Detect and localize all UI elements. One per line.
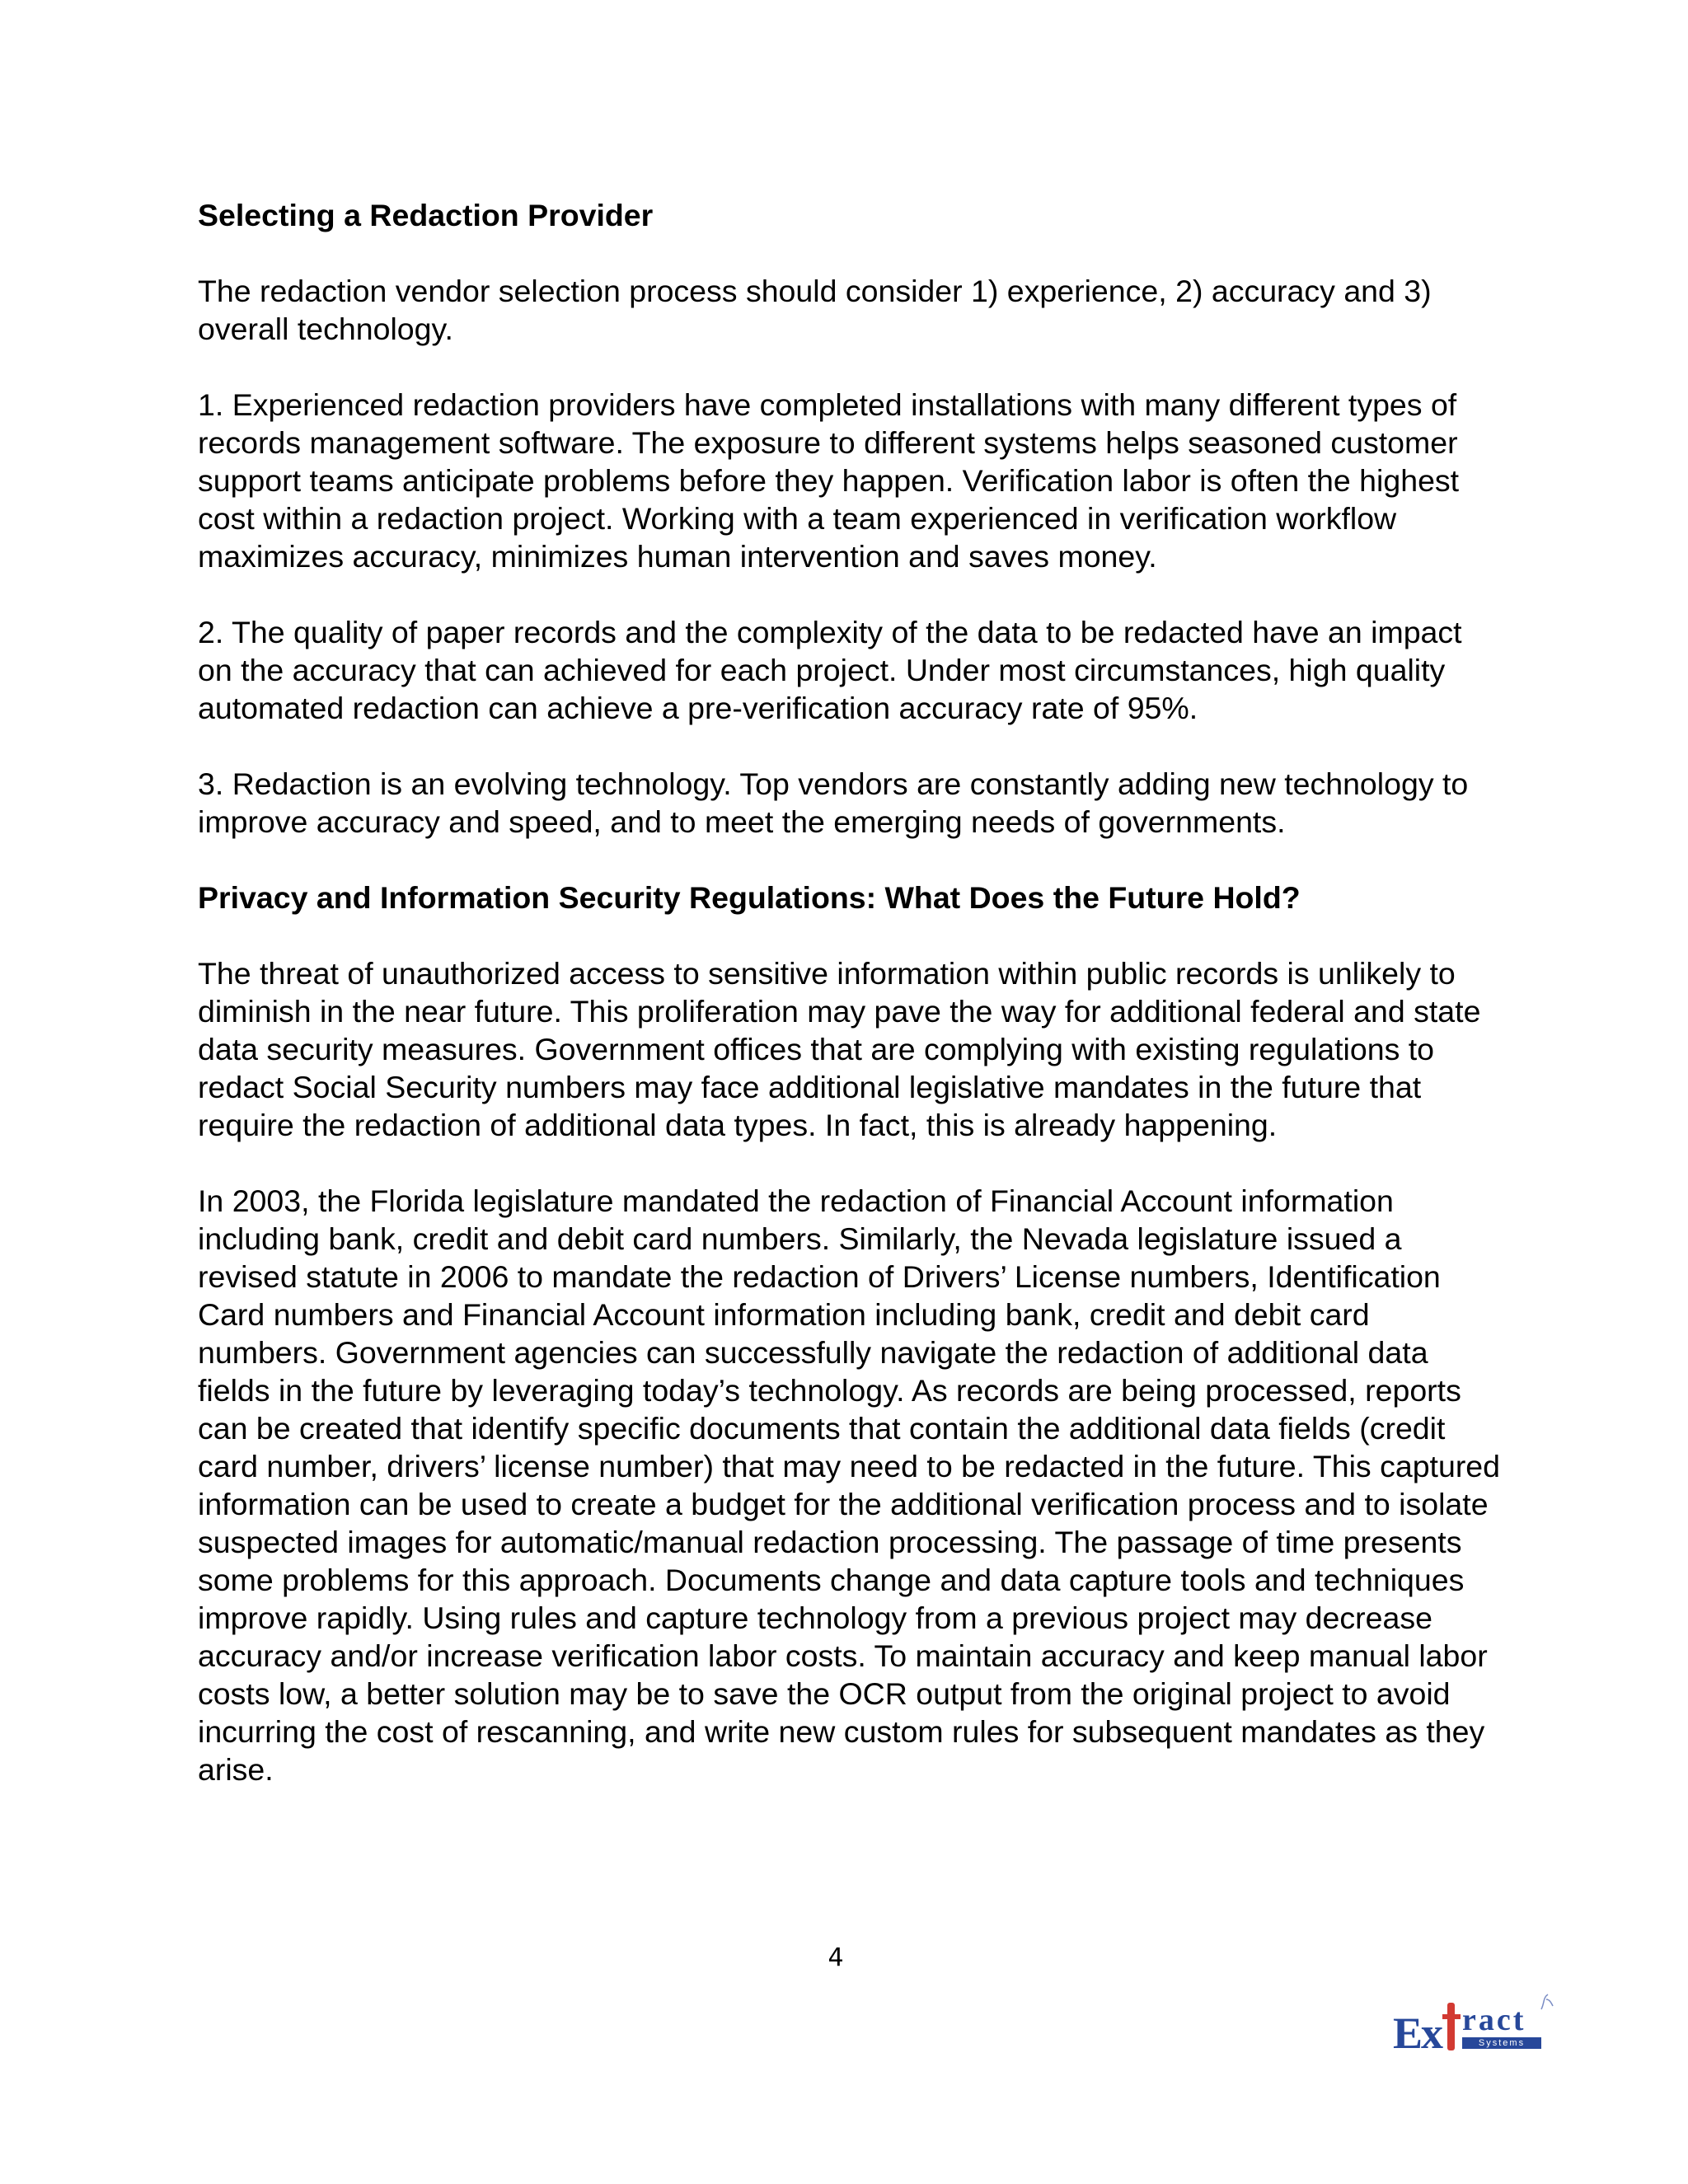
logo-systems-text: Systems — [1462, 2037, 1541, 2049]
extract-systems-logo — [1393, 1993, 1558, 2059]
section-heading-selecting-provider: Selecting a Redaction Provider — [198, 198, 654, 232]
document-body — [198, 196, 1504, 1788]
point-accuracy-paragraph: 2. The quality of paper records and the complexity of the data to be redacted have an impact on the accuracy that can achieved for each project. Under most circumstances, high quality automated redaction can achieve a pre-verification accuracy rate of 95%. — [198, 615, 1462, 725]
section-heading-privacy-regulations: Privacy and Information Security Regulations: What Does the Future Hold? — [198, 880, 1301, 915]
point-experience-paragraph: 1. Experienced redaction providers have completed installations with many different types of records management software. The exposure to different systems helps seasoned customer support teams anticipate problems before they happen. Verification labor is often the highest cost within a redaction project. Working with a team experienced in verification workflow maximizes accuracy, minimizes human intervention and saves money. — [198, 387, 1460, 574]
florida-nevada-paragraph: In 2003, the Florida legislature mandated the redaction of Financial Account information including bank, credit and debit card numbers. Similarly, the Nevada legislature issued a revised statute in 2006 to mandate the redaction of Drivers’ License numbers, Identification Card numbers and Financial Account information including bank, credit and debit card numbers. Government agencies can successfully navigate the redaction of additional data fields in the future by leveraging today’s technology. As records are being processed, reports can be created that identify specific documents that contain the additional data fields (credit card number, drivers’ license number) that may need to be redacted in the future. This captured information can be used to create a budget for the additional verification process and to isolate suspected images for automatic/manual redaction processing. The passage of time presents some problems for this approach. Documents change and data capture tools and techniques improve rapidly. Using rules and capture technology from a previous project may decrease accuracy and/or increase verification labor costs. To maintain accuracy and keep manual labor costs low, a better solution may be to save the OCR output from the original project to avoid incurring the cost of rescanning, and write new custom rules for subsequent mandates as they arise. — [198, 1183, 1501, 1787]
logo-ract-text: ract — [1462, 2003, 1526, 2037]
logo-t-stem — [1447, 2003, 1455, 2050]
threat-paragraph: The threat of unauthorized access to sensitive information within public records is unlikely to diminish in the near future. This proliferation may pave the way for additional federal and state data security measures. Government offices that are complying with existing regulations to redact Social Security numbers may face additional legislative mandates in the future that require the redaction of additional data types. In fact, this is already happening. — [198, 956, 1481, 1142]
intro-paragraph: The redaction vendor selection process should consider 1) experience, 2) accuracy and 3) overall technology. — [198, 274, 1432, 346]
logo-ex-text: Ex — [1393, 2008, 1442, 2058]
point-technology-paragraph: 3. Redaction is an evolving technology. Top vendors are constantly adding new technology to improve accuracy and speed, and to meet the emerging needs of governments. — [198, 766, 1469, 839]
flourish-icon — [1538, 1993, 1554, 2011]
page-number: 4 — [828, 1943, 844, 1972]
